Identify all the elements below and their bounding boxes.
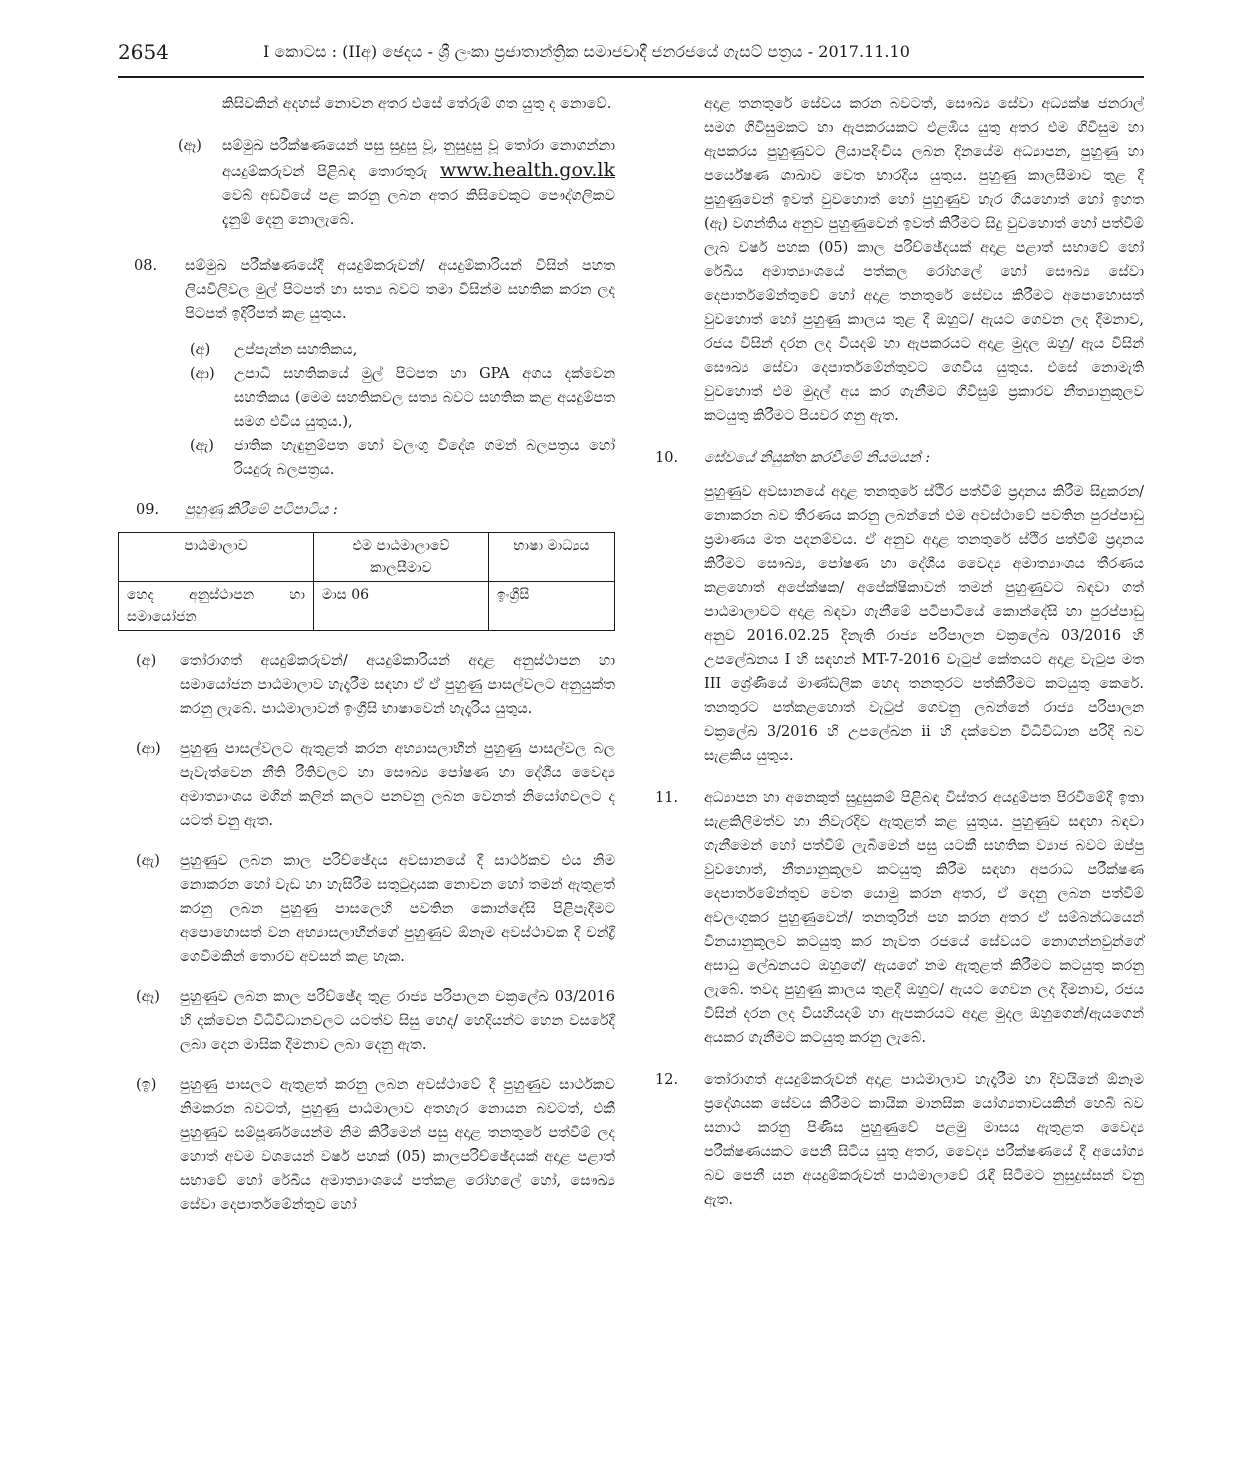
section-09-item-i	[136, 1073, 615, 1217]
section-09-item-a-label: (අ)	[136, 653, 157, 669]
section-09-item-aae	[136, 985, 615, 1057]
section-09-list	[136, 649, 615, 1217]
section-08-list	[190, 338, 615, 482]
section-11	[655, 786, 1144, 1050]
section-08-item-a	[190, 338, 615, 362]
section-08-item-ae	[190, 434, 615, 482]
section-08-item-ae-text: ජාතික හැඳුනුම්පත හෝ වලංගු විදේශ ගමන් බලපත්‍රය හෝ රියදුරු බලපත්‍රය.	[234, 438, 615, 478]
table-header-row	[119, 533, 615, 582]
table-header-medium: භාෂා මාධ්‍යය	[489, 533, 615, 582]
page-number: 2654	[118, 40, 169, 64]
section-09	[118, 498, 615, 522]
section-09-heading: පුහුණු කිරීමේ පටිපාටිය :	[185, 502, 338, 518]
section-09-item-aa-label: (ආ)	[136, 741, 161, 757]
section-12	[655, 1068, 1144, 1212]
section-09-item-aae-text: පුහුණුව ලබන කාල පරිච්ඡේද තුළ රාජ්‍ය පරිපාලන චක්‍රලේඛ 03/2016 හි දක්වෙන විධිවිධානවලට යටත්ව සිසු හෙද/ හෙදියන්ට හෙන වසරේදී ලබා දෙන මාසික දීමනාව ලබා දෙනු ඇත.	[180, 989, 615, 1053]
item-ae-text-before: සම්මුඛ පරීක්ෂණයෙන් පසු සුදුසු වූ, නුසුදුසු වූ තෝරා නොගන්නා අයදුම්කරුවන් පිළිබඳ තොරතුරු	[222, 138, 615, 180]
left-column	[118, 92, 615, 1217]
table-row	[119, 582, 615, 631]
section-09-number: 09.	[136, 502, 160, 518]
section-09-item-ae-text: පුහුණුව ලබන කාල පරිච්ඡේදය අවසානයේ දී සාර්ථකව එය නිම නොකරන හෝ වැඩ හා හැසිරීම සතුටුදායක නොවන හෝ තමන් ඇතුළත් කරනු ලබන පුහුණු පාසලෙහි පවතින කොන්දේසි පිළිපැදීමට අපොහොසත් වන අභ්‍යාසලාභීන්ගේ පුහුණුව ඕනෑම අවස්ථාවක දී චන්ද්‍රී ගෙවීමකින් තොරව අවසන් කළ හැක.	[180, 853, 615, 965]
section-12-number: 12.	[655, 1072, 679, 1088]
section-08-item-aa-label: (ආ)	[190, 366, 215, 382]
continuation-text-right: අදාළ තනතුරේ සේවය කරන බවටත්, සෞඛ්‍ය සේවා අධ්‍යක්ෂ ජනරාල් සමග ගිවිසුමකට හා ඇපකරයකට එළඹිය යුතු අතර එම ගිවිසුම හා ඇපකරය පුහුණුවට ලියාපදිංචිය ලබන දිනයේම අධ්‍යාපන, පුහුණු හා පර්යේෂණ ශාඛාව වෙත භාරදිය යුතුය. පුහුණු කාලසීමාව තුළ දී පුහුණුවෙන් ඉවත් වුවහොත් හෝ පුහුණුව හැර ගියහොත් හෝ ඉහත (ඇ) වගන්තිය අනුව පුහුණුවෙන් ඉවත් කිරීමට සිදු වුවහොත් හෝ පත්වීම් ලැබ වර්ෂ පහක (05) කාල පරිච්ඡේදයක් අදාළ පළාත් සභාවේ හෝ රේඛීය අමාත්‍යාංශයේ පත්කල රෝහලේ හෝ සෞඛ්‍ය සේවා දෙපාර්තමේන්තුවේ හෝ අදාළ තනතුරේ සේවය කිරීමට අපොහොසත් වුවහොත් හෝ පුහුණු කාලය තුළ දී ඔහුට/ ඇයට ගෙවන ලද දීමනාව, රජය විසින් දරන ලද වියදම් හා ඇපකරයට අදාළ මුදල ඔහු/ ඇය විසින් සෞඛ්‍ය සේවා දෙපාර්තමේන්තුවට ගෙවිය යුතුය. එසේ නොමැති වුවහොත් එම මුදල් අය කර ගැනීමට ගිවිසුම් ප්‍රකාරව නීත්‍යානුකූලව කටයුතු කිරීමට පියවර ගනු ඇත.	[704, 96, 1144, 424]
section-09-item-aae-label: (ඈ)	[136, 989, 160, 1005]
health-website-link[interactable]: www.health.gov.lk	[439, 159, 615, 181]
table-cell-medium: ඉංග්‍රීසි	[489, 582, 615, 631]
section-10	[655, 446, 1144, 470]
section-10-text: පුහුණුව අවසානයේ අදාළ තනතුරේ ස්ථිර පත්වීම් ප්‍රදානය කිරීම සිදුකරන/ නොකරන බව තීරණය කරනු ලබන්නේ එම අවස්ථාවේ පවතින පුරප්පාඩු ප්‍රමාණය මත පදනම්වය. ඒ අනුව අදාළ තනතුරේ ස්ථිර පත්වීම් ප්‍රදානය කිරීමට සෞඛ්‍ය, පෝෂණ හා දේශීය වෛද්‍ය අමාත්‍යාංශය තීරණය කළහොත් අපේක්ෂක/ අපේක්ෂිකාවන් තමන් පුහුණුවට බඳවා ගත් පාඨමාලාවට අදාළ බඳවා ගැනීමේ පටිපාටියේ කොන්දේසි හා පුරප්පාඩු අනුව 2016.02.25 දිනැති රාජ්‍ය පරිපාලන චක්‍රලේඛ 03/2016 හි උපලේඛනය I හි සඳහන් MT-7-2016 වැටුප් කේතයට අදාළ වැටුප මත III ශ්‍රේණියේ මාණ්ඩලික හෙද තනතුරට පත්කිරීමට කටයුතු කෙරේ. තනතුරට පත්කළහොත් වැටුප් ගෙවනු ලබන්නේ රාජ්‍ය පරිපාලන චක්‍රලේඛ 3/2016 හි උපලේඛන ii හි දක්වෙන විධිවිධාන පරිදි බව සැළකිය යුතුය.	[704, 484, 1144, 764]
section-08-item-aa	[190, 362, 615, 434]
section-09-item-aa-text: පුහුණු පාසල්වලට ඇතුළත් කරන අභ්‍යාසලාභීන් පුහුණු පාසල්වල බල පැවැත්වෙන නීති රීතිවලට හා සෞඛ්‍ය පෝෂණ හා දේශීය වෛද්‍ය අමාත්‍යාංශය මගින් කලින් කලට පනවනු ලබන වෙනත් නියෝගවලට ද යටත් වනු ඇත.	[180, 741, 615, 829]
section-08-item-ae-label: (ඇ)	[190, 438, 214, 454]
section-08-item-aa-text: උපාධි සහතිකයේ මුල් පිටපත හා GPA අගය දක්වෙන සහතිකය (මෙම සහතිකවල සත්‍ය බවට සහතික කළ අයදුම්පත සමග එවිය යුතුය.),	[234, 366, 615, 430]
item-ae-text-after: වෙබ් අඩවියේ පළ කරනු ලබන අතර කිසිවෙකුට පෞද්ගලිකව දැනුම් දෙනු නොලැබේ.	[222, 188, 615, 228]
section-09-item-ae	[136, 849, 615, 969]
section-08-item-a-label: (අ)	[190, 342, 211, 358]
section-09-item-i-label: (ඉ)	[136, 1077, 157, 1093]
section-09-item-a-text: තෝරාගත් අයදුම්කරුවන්/ අයදුම්කාරියන් අදාළ අනුස්ථාපන හා සමායෝජන පාඨමාලාව හැදෑරීම සඳහා ඒ ඒ පුහුණු පාසල්වලට අනුයුක්ත කරනු ලැබේ. පාඨමාලාවන් ඉංග්‍රීසි භාෂාවෙන් හැදෑරිය යුතුය.	[180, 653, 615, 717]
section-09-item-a	[136, 649, 615, 721]
item-ae-label: (ඈ)	[178, 138, 202, 154]
right-column	[655, 92, 1144, 1212]
section-09-item-i-text: පුහුණු පාසලට ඇතුළත් කරනු ලබන අවස්ථාවේ දී පුහුණුව සාර්ථකව නිමකරන බවටත්, පුහුණු පාඨමාලාව අතහැර නොයන බවටත්, එකී පුහුණුව සම්පූර්ණයෙන්ම නිම කිරීමෙන් පසු අදාළ තනතුරේ පත්වීම් ලද හොත් අවම වශයෙන් වර්ෂ පහක් (05) කාලපරිච්ඡේදයක් අදාළ පළාත් සභාවේ හෝ රේඛීය අමාත්‍යාංශයේ පත්කළ රෝහලේ හෝ, සෞඛ්‍ය සේවා දෙපාර්තමේන්තුව හෝ	[180, 1077, 615, 1213]
page-header	[118, 38, 1144, 78]
table-cell-duration: මාස 06	[314, 582, 489, 631]
section-11-text: අධ්‍යාපන හා අනෙකුත් සුදුසුකම් පිළිබඳ විස්තර අයදුම්පත පිරවීමේදී ඉතා සැළකිලිමත්ව හා නිවැරදිව ඇතුළත් කළ යුතුය. පුහුණුව සඳහා බඳවා ගැනීමෙන් හෝ පත්වීම් ලැබීමෙන් පසු යටකී සහතික ව්‍යාජ බවට ඔප්පු වුවහොත්, නීත්‍යානුකූලව කටයුතු කිරීම සඳහා අපරාධ පරීක්ෂණ දෙපාර්තමේන්තුව වෙත යොමු කරන අතර, ඒ දෙනු ලබන පත්වීම් අවලංගුකර පුහුණුවෙන්/ තනතුරින් පහ කරන අතර ඒ සම්බන්ධයෙන් විනයානුකූලව කටයුතු කර නැවත රජයේ සේවයට නොගන්නවුන්ගේ අසාධු ලේඛනයට ඔහුගේ/ ඇයගේ නම ඇතුළත් කිරීමට කටයුතු කරනු ලැබේ. තවද පුහුණු කාලය තුළදී ඔහුට/ ඇයට ගෙවන ලද දීමනාව, රජය විසින් දරන ලද වියහියදම් හා ඇපකරයට අදාළ මුදල ඔහුගෙන්/ඇයගෙන් අයකර ගැනීමට කටයුතු කරනු ලැබේ.	[704, 790, 1144, 1046]
table-cell-course: හෙද අනුස්ථාපන හා සමායෝජන	[119, 582, 314, 631]
gazette-header-title: I කොටස : (IIඅ) ඡෙදය - ශ්‍රී ලංකා ප්‍රජාතාන්ත්‍රික සමාජවාදී ජනරජයේ ගැසට් පත්‍රය - 2017.11.10	[263, 42, 910, 61]
table-header-duration: එම පාඨමාලාවේ කාලසීමාව	[314, 533, 489, 582]
section-09-item-ae-label: (ඇ)	[136, 853, 160, 869]
section-08-number: 08.	[134, 258, 158, 274]
section-10-heading: සේවයේ නියුක්ත කරවීමේ නියමයන් :	[704, 450, 931, 466]
item-ae	[178, 134, 615, 232]
section-10-number: 10.	[655, 450, 679, 466]
course-table	[118, 532, 615, 631]
table-header-course: පාඨමාලාව	[119, 533, 314, 582]
section-11-number: 11.	[655, 790, 679, 806]
section-08	[118, 254, 615, 326]
continuation-text: කිසිවකින් අදහස් නොවන අතර එසේ තේරුම් ගත යුතු ද නොවේ.	[222, 96, 612, 112]
header-rule	[118, 76, 1144, 78]
section-12-text: තෝරාගත් අයදුම්කරුවන් අදාළ පාඨමාලාව හැදෑරීම හා දිවයිනේ ඕනෑම ප්‍රදේශයක සේවය කිරීමට කායික මානසික යෝග්‍යතාවයකින් හෙබි බව සනාථ කරනු පිණිස පුහුණුවේ පළමු මාසය ඇතුළත වෛද්‍ය පරීක්ෂණයකට පෙනී සිටිය යුතු අතර, වෛද්‍ය පරීක්ෂණයේ දී අයෝග්‍ය බව පෙනී යන අයදුම්කරුවන් පාඨමාලාවේ රැඳී සිටීමට නුසුදුස්සන් වනු ඇත.	[704, 1072, 1144, 1208]
section-08-text: සම්මුඛ පරීක්ෂණයේදී අයදුම්කරුවන්/ අයදුම්කාරියන් විසින් පහත ලියවිලිවල මුල් පිටපත් හා සත්‍ය බවට තමා විසින්ම සහතික කරන ලද පිටපත් ඉදිරිපත් කළ යුතුය.	[185, 258, 615, 322]
section-09-item-aa	[136, 737, 615, 833]
section-08-item-a-text: උප්පැන්න සහතිකය,	[234, 342, 358, 358]
item-ae-text	[222, 134, 615, 232]
